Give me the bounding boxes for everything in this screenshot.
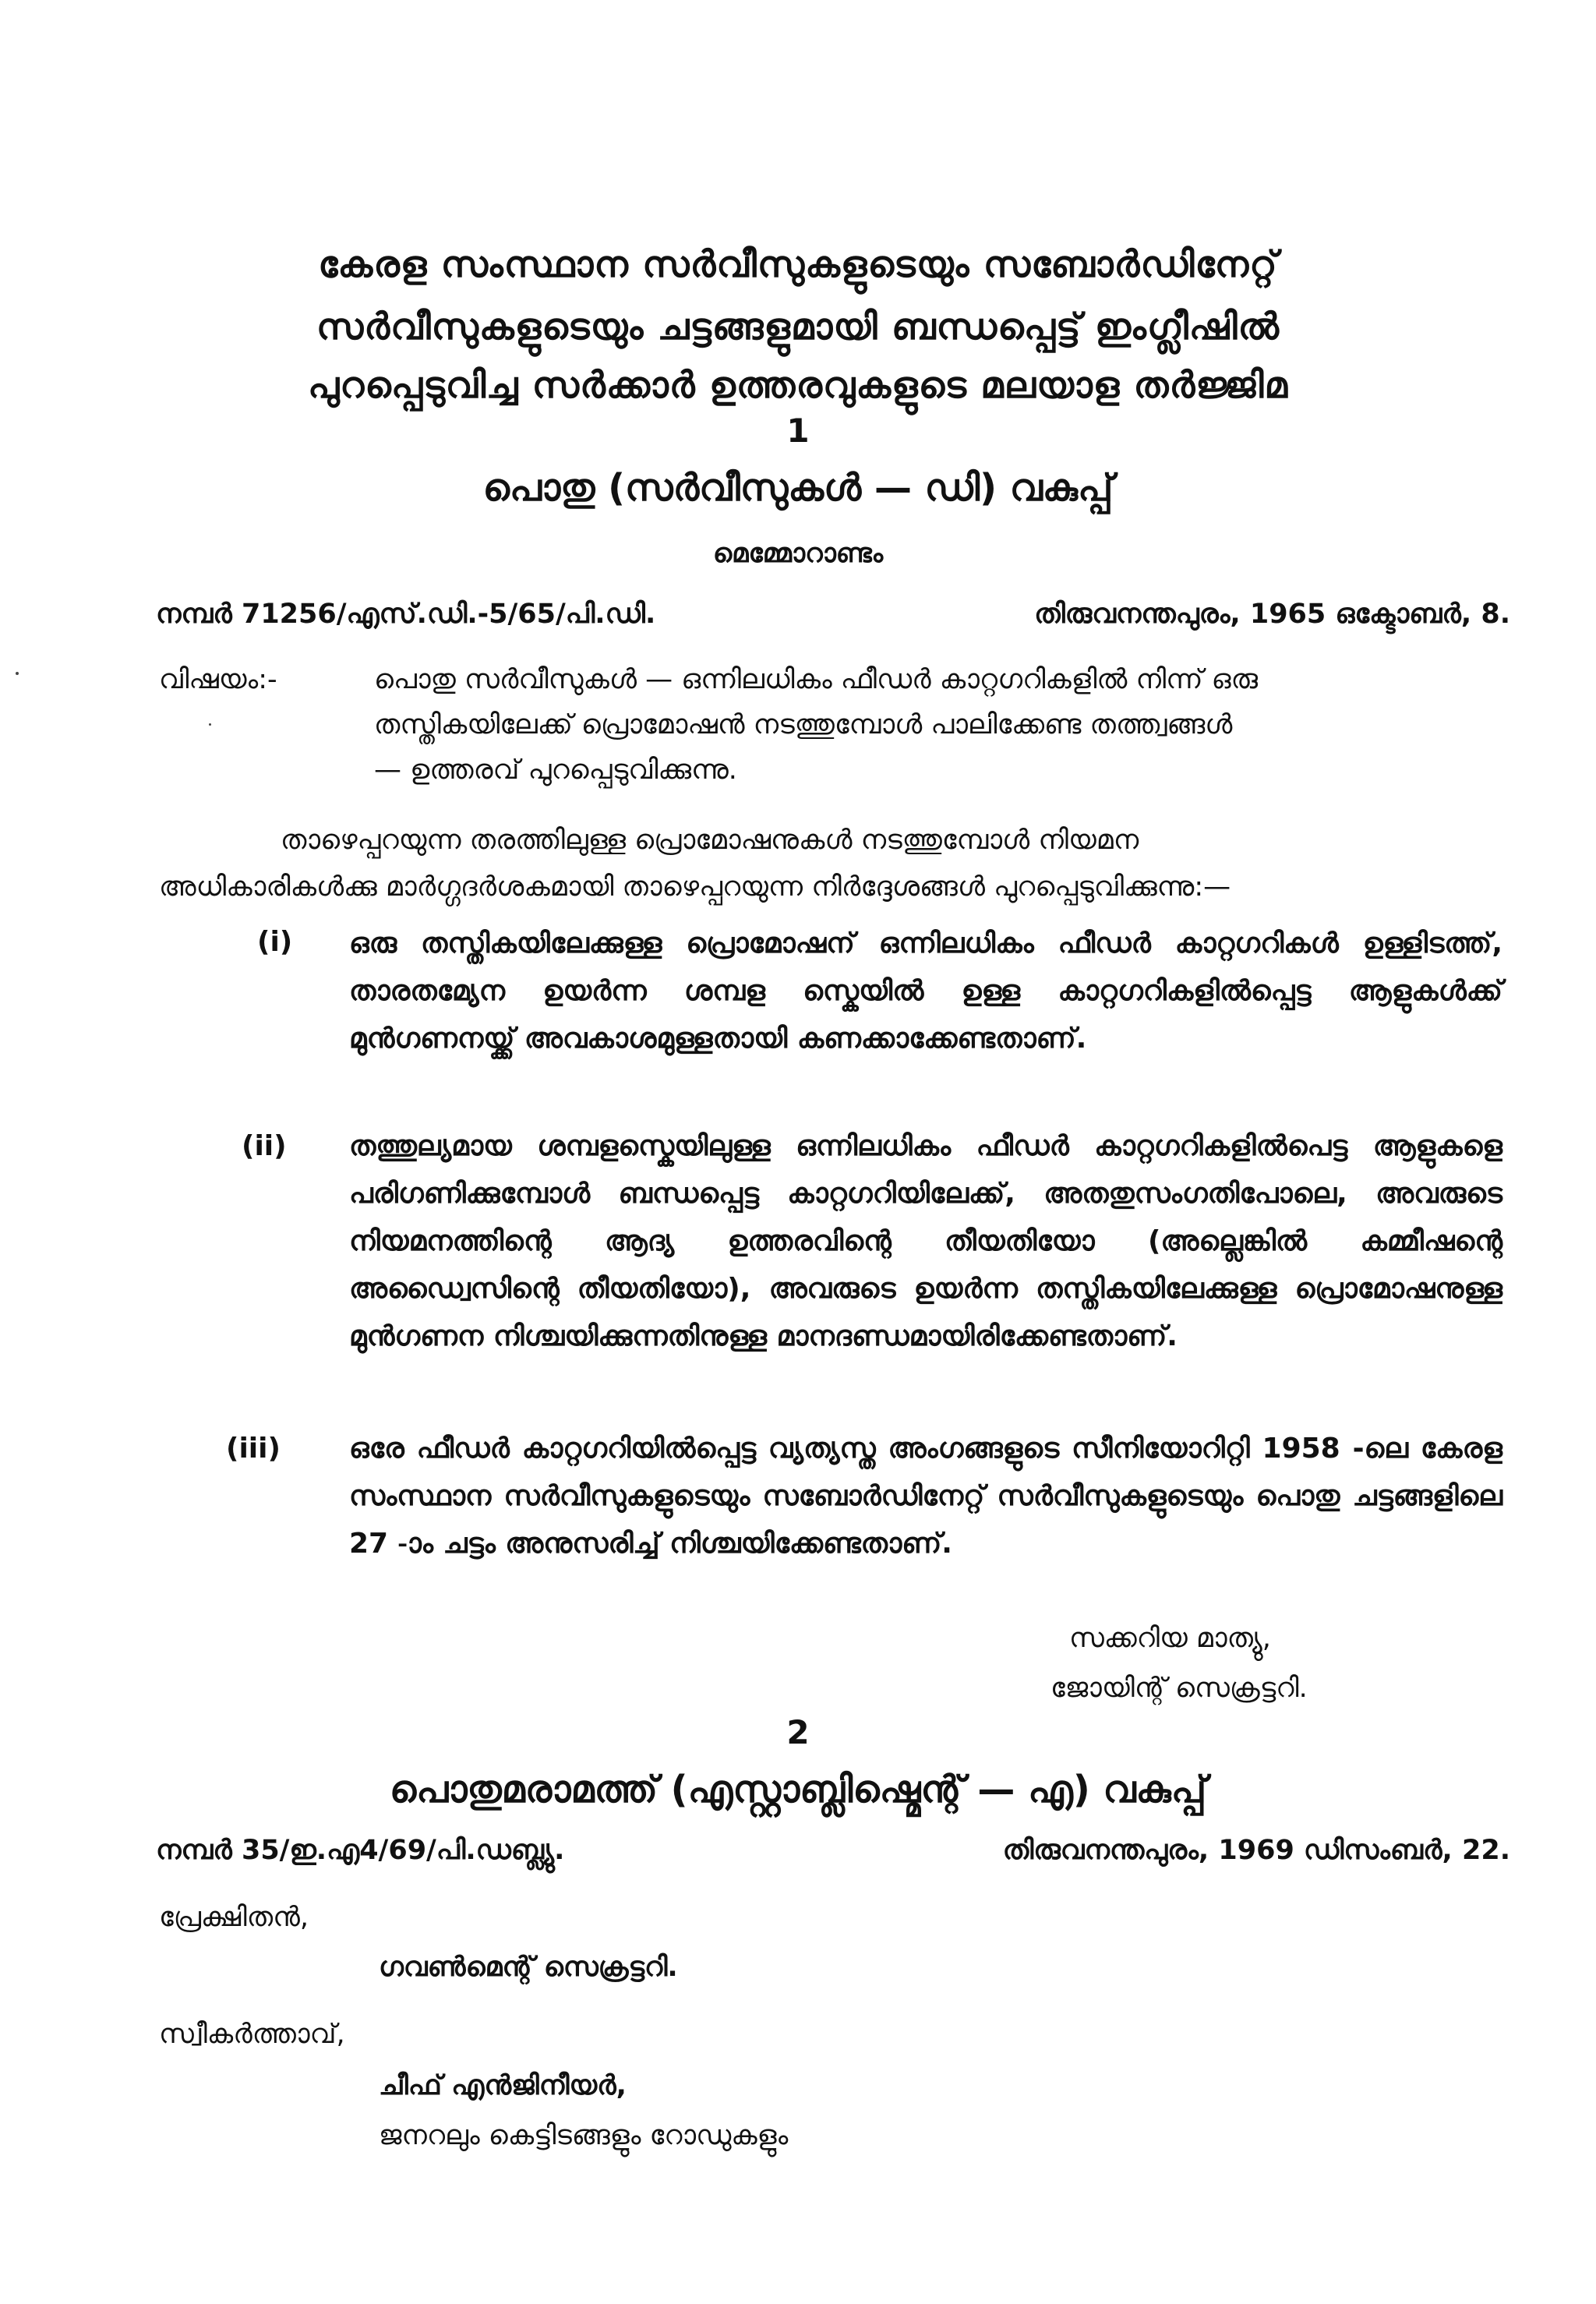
order-1-number: 1	[786, 412, 810, 450]
item-1-number: (i)	[257, 926, 293, 958]
from-label: പ്രേക്ഷിതൻ,	[159, 1902, 309, 1933]
item-3-text: ഒരേ ഫീഡർ കാറ്റഗറിയിൽപ്പെട്ട വ്യത്യസ്ത അംഗങ്ങളുടെ സീനിയോറിറ്റി 1958 -ലെ കേരള സംസ്ഥാന സർവീസുകളുടെയും സബോർഡിനേറ്റ് സർവീസുകളുടെയും പൊതു ചട്ടങ്ങളിലെ 27 -ാം ചട്ടം അനുസരിച്ച് നിശ്ചയിക്കേണ്ടതാണ്.	[349, 1433, 1502, 1560]
to-label: സ്വീകർത്താവ്,	[159, 2019, 345, 2050]
item-3-number: (iii)	[226, 1433, 281, 1465]
order-1-ref-number: നമ്പർ 71256/എസ്.ഡി.-5/65/പി.ഡി.	[156, 599, 656, 630]
heading-line-2: സർവീസുകളുടെയും ചട്ടങ്ങളുമായി ബന്ധപ്പെട്ട് ഇംഗ്ലീഷിൽ	[316, 306, 1280, 348]
item-1-text: ഒരു തസ്തികയിലേക്കുള്ള പ്രൊമോഷന് ഒന്നിലധികം ഫീഡർ കാറ്റഗറികൾ ഉള്ളിടത്ത്, താരതമ്യേന ഉയർന്ന ശമ്പള സ്കെയിൽ ഉള്ള കാറ്റഗറികളിൽപ്പെട്ട ആളുകൾക്ക് മുൻഗണനയ്ക്ക് അവകാശമുള്ളതായി കണക്കാക്കേണ്ടതാണ്.	[349, 928, 1502, 1055]
order-1-document-type: മെമ്മോറാണ്ടം	[712, 538, 884, 569]
intro-line-1: താഴെപ്പറയുന്ന തരത്തിലുള്ള പ്രൊമോഷനുകൾ നടത്തുമ്പോൾ നിയമന	[281, 825, 1139, 856]
scan-speck	[209, 723, 211, 726]
heading-line-3: പുറപ്പെടുവിച്ച സർക്കാർ ഉത്തരവുകളുടെ മലയാള തർജ്ജിമ	[308, 364, 1288, 407]
from-value: ഗവൺമെന്റ് സെക്രട്ടറി.	[379, 1952, 678, 1983]
intro-line-2: അധികാരികൾക്കു മാർഗ്ഗദർശകമായി താഴെപ്പറയുന്ന നിർദ്ദേശങ്ങൾ പുറപ്പെടുവിക്കുന്നു:—	[159, 871, 1231, 903]
order-2-number: 2	[786, 1713, 810, 1751]
subject-line-1: പൊതു സർവീസുകൾ — ഒന്നിലധികം ഫീഡർ കാറ്റഗറികളിൽ നിന്ന് ഒരു	[374, 664, 1259, 695]
order-2-ref-number: നമ്പർ 35/ഇ.എ4/69/പി.ഡബ്ല്യു.	[156, 1835, 565, 1866]
order-2-place-date: തിരുവനന്തപുരം, 1969 ഡിസംബർ, 22.	[1002, 1835, 1510, 1866]
order-2-department: പൊതുമരാമത്ത് (എസ്റ്റാബ്ലിഷ്മെന്റ് — എ) വകുപ്പ്	[389, 1768, 1207, 1811]
subject-line-3: — ഉത്തരവ് പുറപ്പെടുവിക്കുന്നു.	[374, 754, 737, 786]
signatory-title: ജോയിന്റ് സെക്രട്ടറി.	[1050, 1673, 1308, 1704]
signatory-name: സക്കറിയ മാത്യു,	[1069, 1623, 1271, 1654]
item-2-number: (ii)	[242, 1130, 287, 1162]
subject-label: വിഷയം:-	[159, 664, 277, 695]
scan-speck	[16, 672, 19, 675]
to-value-2: ജനറലും കെട്ടിടങ്ങളും റോഡുകളും	[379, 2120, 789, 2151]
order-1-department: പൊതു (സർവീസുകൾ — ഡി) വകുപ്പ്	[482, 466, 1114, 510]
subject-line-2: തസ്തികയിലേക്ക് പ്രൊമോഷൻ നടത്തുമ്പോൾ പാലിക്കേണ്ട തത്ത്വങ്ങൾ	[374, 709, 1233, 740]
order-1-place-date: തിരുവനന്തപുരം, 1965 ഒക്ടോബർ, 8.	[1034, 599, 1510, 630]
item-2-text: തത്തുല്യമായ ശമ്പളസ്കെയിലുള്ള ഒന്നിലധികം ഫീഡർ കാറ്റഗറികളിൽപെട്ട ആളുകളെ പരിഗണിക്കുമ്പോൾ ബന്ധപ്പെട്ട കാറ്റഗറിയിലേക്ക്, അതതുസംഗതിപോലെ, അവരുടെ നിയമനത്തിന്റെ ആദ്യ ഉത്തരവിന്റെ തീയതിയോ (അല്ലെങ്കിൽ കമ്മീഷന്റെ അഡ്വൈസിന്റെ തീയതിയോ), അവരുടെ ഉയർന്ന തസ്തികയിലേക്കുള്ള പ്രൊമോഷനുള്ള മുൻഗണന നിശ്ചയിക്കുന്നതിനുള്ള മാനദണ്ഡമായിരിക്കേണ്ടതാണ്.	[349, 1130, 1502, 1352]
heading-line-1: കേരള സംസ്ഥാന സർവീസുകളുടെയും സബോർഡിനേറ്റ്	[318, 243, 1278, 286]
to-value: ചീഫ് എൻജിനീയർ,	[379, 2070, 627, 2101]
